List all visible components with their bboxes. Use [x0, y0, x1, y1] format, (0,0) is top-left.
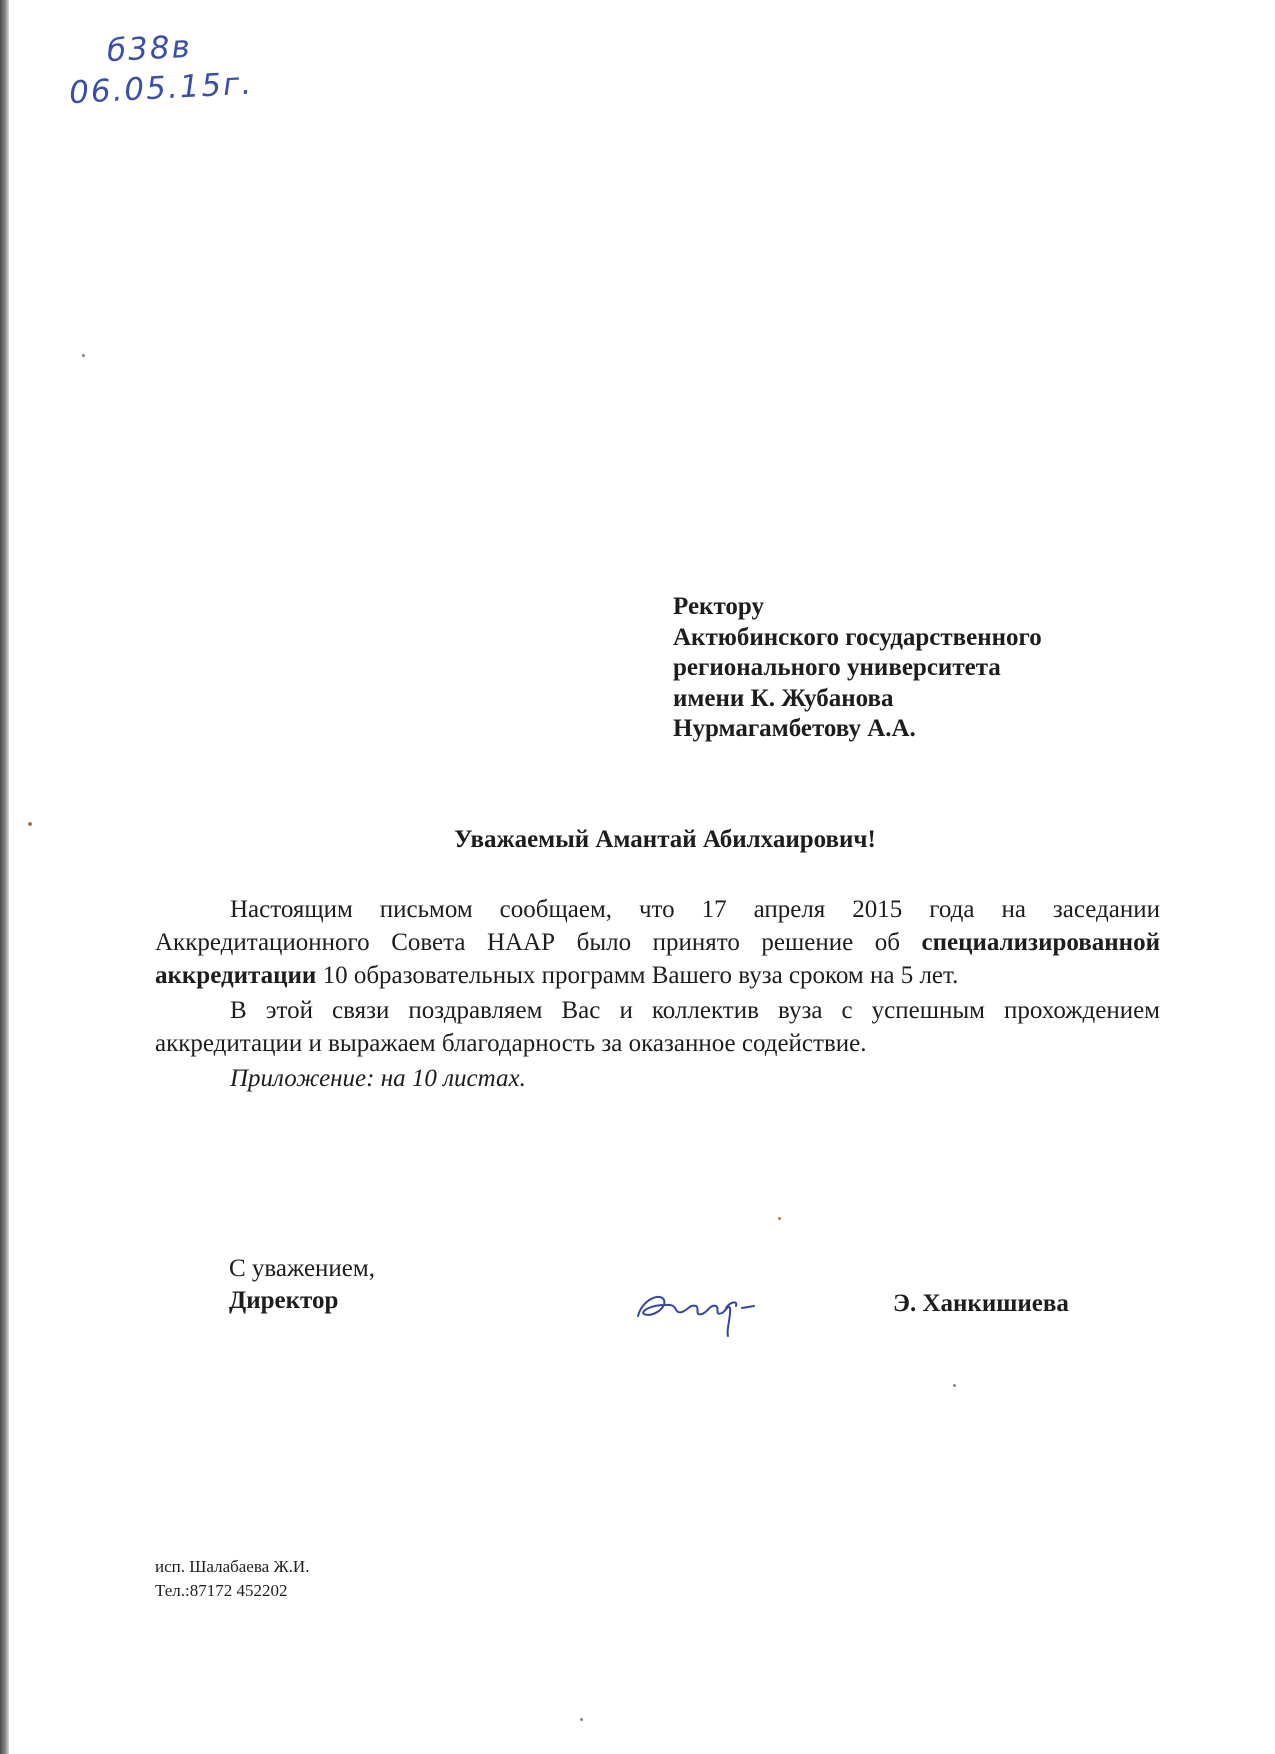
- signer-position: Директор: [229, 1287, 339, 1314]
- handwritten-signature: [630, 1278, 780, 1338]
- scan-speck: [953, 1384, 956, 1387]
- executor-name: исп. Шалабаева Ж.И.: [155, 1557, 310, 1576]
- paragraph-1-end: 10 образовательных программ Вашего вуза сроком на 5 лет.: [316, 962, 959, 989]
- addressee-line: регионального университета: [673, 654, 1001, 681]
- registration-date: 06.05.15г.: [68, 65, 255, 112]
- letter-body: [155, 893, 1160, 1095]
- closing-regards: С уважением,: [229, 1255, 375, 1282]
- scan-speck: [778, 1217, 781, 1220]
- paragraph-1-bold: специализированной аккредитации: [155, 929, 1160, 989]
- addressee-block: [673, 592, 1042, 745]
- closing-block: [229, 1253, 375, 1317]
- attachment-note: Приложение: на 10 листах.: [230, 1065, 526, 1092]
- scan-speck: [580, 1718, 583, 1721]
- body-paragraph-1: [155, 893, 1160, 992]
- addressee-line: Ректору: [673, 593, 764, 620]
- paragraph-1-start: Настоящим письмом сообщаем, что 17 апреля 2015 года на заседании Аккредитационного Совета НААР было принято решение об: [155, 896, 1160, 956]
- registration-number: б38в: [106, 28, 193, 70]
- body-paragraph-2: В этой связи поздравляем Вас и коллектив вуза с успешным прохождением аккредитации и выражаем благодарность за оказанное содействие.: [155, 997, 1160, 1057]
- executor-info: [155, 1555, 309, 1603]
- addressee-line: Актюбинского государственного: [673, 623, 1042, 651]
- scan-speck: [28, 822, 32, 826]
- handwritten-registration-note: [66, 23, 270, 113]
- scan-edge: [0, 0, 9, 1754]
- executor-phone: Тел.:87172 452202: [155, 1581, 288, 1600]
- addressee-line: Нурмагамбетову А.А.: [673, 715, 916, 742]
- addressee-line: имени К. Жубанова: [673, 684, 894, 712]
- scan-speck: [82, 354, 85, 357]
- salutation: Уважаемый Амантай Абилхаирович!: [454, 826, 876, 853]
- signer-name: Э. Ханкишиева: [893, 1290, 1069, 1317]
